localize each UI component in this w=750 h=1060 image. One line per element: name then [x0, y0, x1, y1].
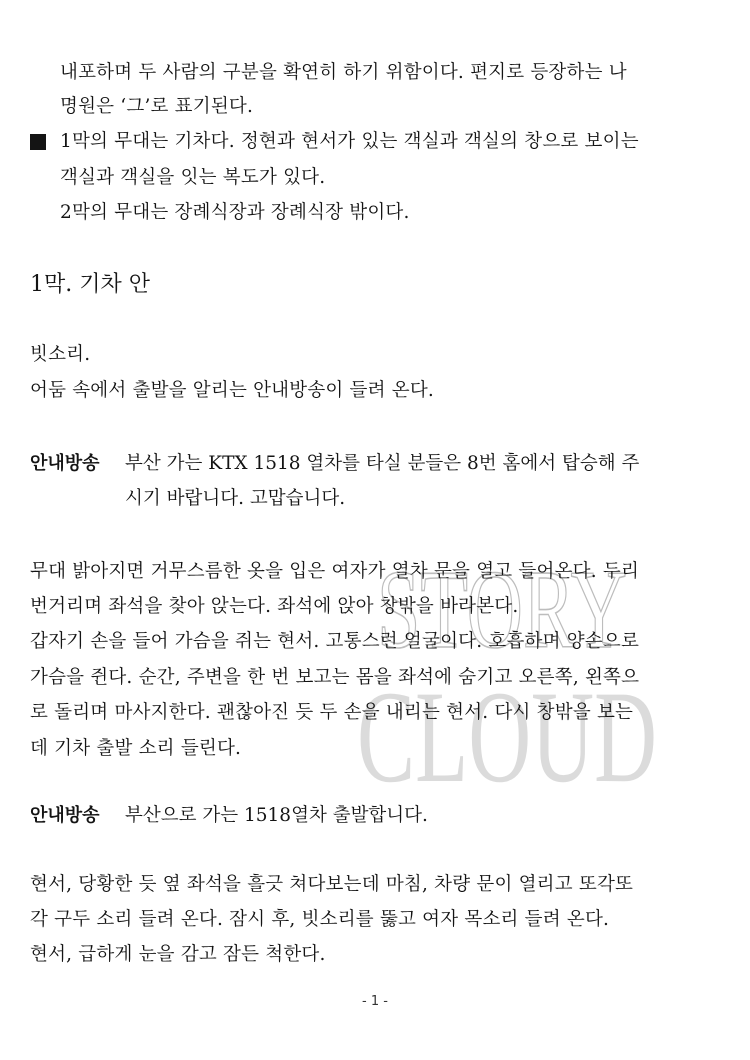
page-number: - 1 - — [362, 994, 388, 1009]
intro-line-2: 명원은 ‘그’로 표기된다. — [60, 96, 254, 117]
stage-direction: 빗소리. — [30, 344, 91, 365]
dialogue-line: 부산 가는 KTX 1518 열차를 타실 분들은 8번 홈에서 탑승해 주 — [125, 453, 640, 474]
intro-line-1: 내포하며 두 사람의 구분을 확연히 하기 위함이다. 편지로 등장하는 나 — [60, 62, 627, 83]
stage-direction: 현서, 당황한 듯 옆 좌석을 흘긋 쳐다보는데 마침, 차량 문이 열리고 또각또 — [30, 874, 634, 895]
dialogue-line: 시기 바랍니다. 고맙습니다. — [125, 488, 346, 509]
stage-direction: 데 기차 출발 소리 들린다. — [30, 738, 242, 759]
stage-direction: 번거리며 좌석을 찾아 앉는다. 좌석에 앉아 창밖을 바라본다. — [30, 596, 519, 617]
svg-text:STORY: STORY — [377, 548, 627, 672]
dialogue-line: 부산으로 가는 1518열차 출발합니다. — [125, 805, 428, 826]
stage-direction: 로 돌리며 마사지한다. 괜찮아진 듯 두 손을 내리는 현서. 다시 창밖을 보는 — [30, 702, 634, 723]
speaker-name: 안내방송 — [30, 805, 100, 826]
stage-note-line-2: 객실과 객실을 잇는 복도가 있다. — [60, 167, 326, 188]
square-bullet-icon — [30, 134, 46, 150]
scene-heading: 1막. 기차 안 — [30, 272, 150, 297]
stage-direction: 가슴을 쥔다. 순간, 주변을 한 번 보고는 몸을 좌석에 숨기고 오른쪽, 왼쪽으 — [30, 667, 640, 688]
stage-direction: 갑자기 손을 들어 가슴을 쥐는 현서. 고통스런 얼굴이다. 호흡하며 양손으로 — [30, 631, 640, 652]
speaker-name: 안내방송 — [30, 453, 100, 474]
stage-note-line-1: 1막의 무대는 기차다. 정현과 현서가 있는 객실과 객실의 창으로 보이는 — [60, 131, 639, 152]
stage-direction: 무대 밝아지면 거무스름한 옷을 입은 여자가 열차 문을 열고 들어온다. 두리 — [30, 561, 640, 582]
stage-direction: 현서, 급하게 눈을 감고 잠든 척한다. — [30, 944, 326, 965]
stage-direction: 어둠 속에서 출발을 알리는 안내방송이 들려 온다. — [30, 380, 434, 401]
stage-note-line-3: 2막의 무대는 장례식장과 장례식장 밖이다. — [60, 202, 410, 223]
stage-direction: 각 구두 소리 들려 온다. 잠시 후, 빗소리를 뚫고 여자 목소리 들려 온다. — [30, 909, 610, 930]
svg-text:CLOUD: CLOUD — [357, 663, 657, 795]
